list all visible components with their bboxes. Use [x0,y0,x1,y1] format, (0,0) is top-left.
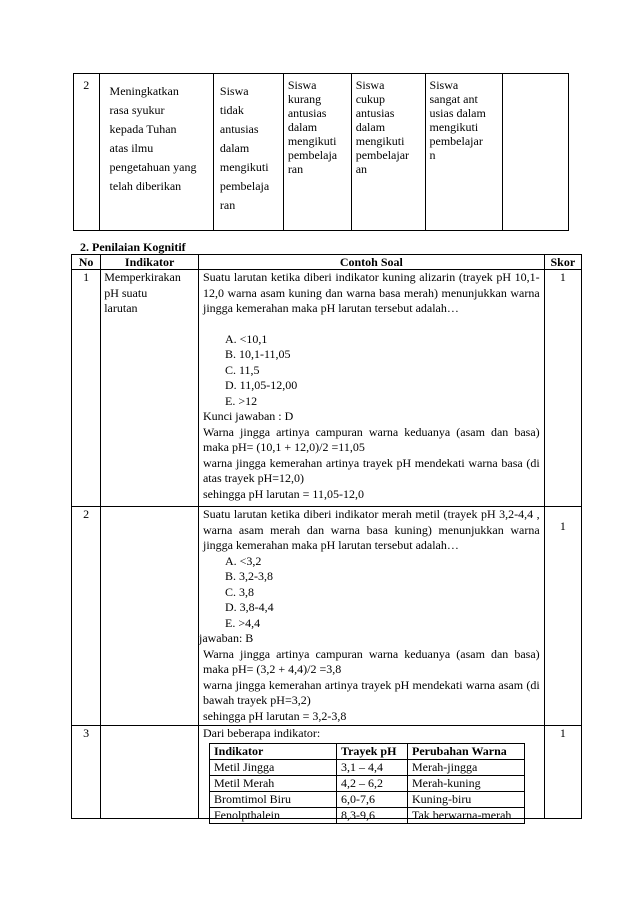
options-list: A. <3,2 B. 3,2-3,8 C. 3,8 D. 3,8-4,4 E. >4,4 [224,553,274,630]
affective-table [73,73,569,231]
indicator-range-table [209,743,525,824]
inner-row: Metil Jingga 3,1 – 4,4 Merah-jingga [209,759,524,775]
score-cell: 1 [544,726,581,819]
row-number: 1 [72,270,101,507]
indicator-cell: Memperkirakan pH suatu larutan [101,270,199,507]
cognitive-table [71,254,582,822]
score-cell: 1 [544,270,581,507]
question-text: Suatu larutan ketika diberi indikator kuning alizarin (trayek pH 10,1-12,0 warna asam kuning dan warna basa merah) menunjukkan warna jingga kemerahan maka pH larutan tersebut adalah… [202,270,540,315]
question-cell: Suatu larutan ketika diberi indikator kuning alizarin (trayek pH 10,1-12,0 warna asam kuning dan warna basa merah) menunjukkan warna jingga kemerahan maka pH larutan tersebut adalah… A. <10,1 B. 10,1-11,05 C. 11,5 D. 11,05-12,00 E. >12 Kunci jawaban : D Warna jingga artinya campuran warna keduanya (asam dan basa) maka pH= (10,1 + 12,0)/2 =11,05 warna jingga kemerahan artinya trayek pH mendekati warna basa (di atas trayek pH=12,0) sehingga pH larutan = 11,05-12,0 [198,270,544,507]
score-cell: 1 [544,507,581,726]
inner-row: Bromtimol Biru 6,0-7,6 Kuning-biru [209,791,524,807]
question-cell: Suatu larutan ketika diberi indikator merah metil (trayek pH 3,2-4,4 , warna asam merah dan warna basa kuning) menunjukkan warna jingga kemerahan maka pH larutan tersebut adalah… A. <3,2 B. 3,2-3,8 C. 3,8 D. 3,8-4,4 E. >4,4 jawaban: B Warna jingga artinya campuran warna keduanya (asam dan basa) maka pH= (3,2 + 4,4)/2 =3,8 warna jingga kemerahan artinya trayek pH mendekati warna asam (di bawah trayek pH=3,2) sehingga pH larutan = 3,2-3,8 [198,507,544,726]
table-header-row [72,255,582,270]
header-indikator: Indikator [101,255,199,270]
score-level-4-cell: Siswa sangat ant usias dalam mengikuti pembelajar n [425,74,503,231]
inner-header-row: Indikator Trayek pH Perubahan Warna [209,743,524,759]
indicator-cell: Meningkatkan rasa syukur kepada Tuhan atas ilmu pengetahuan yang telah diberikan [99,74,213,231]
table-row [72,726,582,819]
row-number: 2 [74,74,100,231]
row-number: 2 [72,507,101,726]
question-cell [198,726,544,822]
score-level-1-cell: Siswa tidak antusias dalam mengikuti pembelaja ran [213,74,283,231]
answer-key: jawaban: B [198,631,254,645]
row-number: 3 [72,726,101,819]
question-text: Suatu larutan ketika diberi indikator merah metil (trayek pH 3,2-4,4 , warna asam merah dan warna basa kuning) menunjukkan warna jingga kemerahan maka pH larutan tersebut adalah… [202,507,540,552]
inner-row: Metil Merah 4,2 – 6,2 Merah-kuning [209,775,524,791]
header-skor: Skor [544,255,581,270]
header-no: No [72,255,101,270]
table-row [72,507,582,726]
score-level-3-cell: Siswa cukup antusias dalam mengikuti pembelajar an [351,74,425,231]
inner-row: Fenolpthalein 8,3-9,6 Tak berwarna-merah [209,807,524,823]
empty-cell [503,74,569,231]
answer-key: Kunci jawaban : D [202,409,294,423]
indicator-cell [101,726,199,819]
header-contoh-soal: Contoh Soal [198,255,544,270]
options-list: A. <10,1 B. 10,1-11,05 C. 11,5 D. 11,05-12,00 E. >12 [224,331,298,408]
table-row [72,270,582,507]
indicator-cell [101,507,199,726]
score-level-2-cell: Siswa kurang antusias dalam mengikuti pembelaja ran [283,74,351,231]
table-row [74,74,569,231]
section-heading: 2. Penilaian Kognitif [80,240,186,254]
question-text: Dari beberapa indikator: [202,726,321,740]
